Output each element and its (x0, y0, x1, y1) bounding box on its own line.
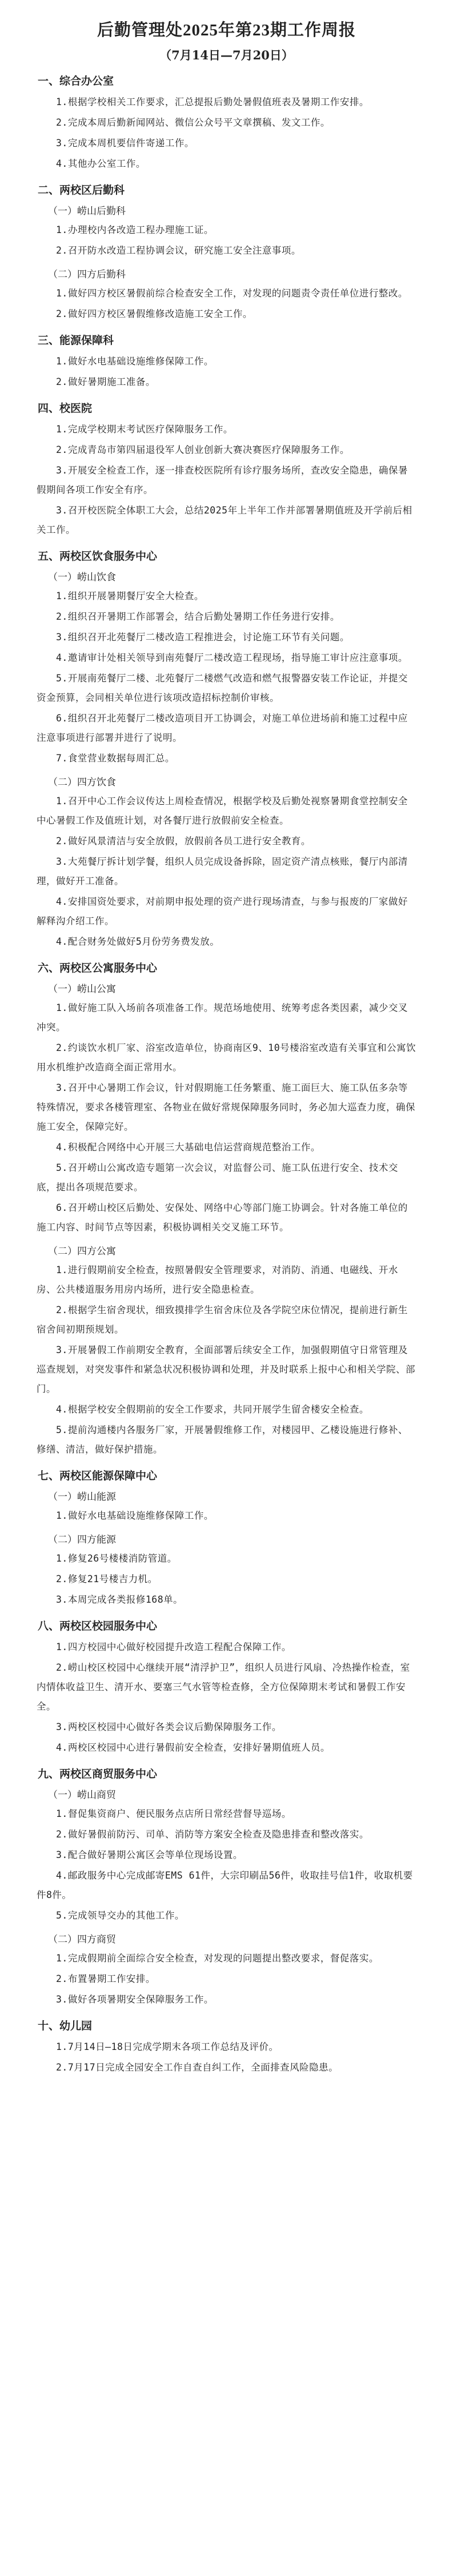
paragraph: 1.督促集资商户、便民服务点店所日常经营督导巡场。 (56, 1808, 291, 1819)
paragraph: 6.召开崂山校区后勤处、安保处、网络中心等部门施工协调会。针对各施工单位的施工内容、时间节点等因素，积极协调相关交叉施工环节。 (37, 1202, 408, 1233)
section-heading: 八、两校区校园服务中心 (38, 1620, 158, 1632)
paragraph: 4.两校区校园中心进行暑假前安全检查，安排好暑期值班人员。 (56, 1742, 330, 1753)
subsection-heading: （一）崂山商贸 (48, 1789, 116, 1801)
paragraph: 1.根据学校相关工作要求，汇总提报后勤处暑假值班表及暑期工作安排。 (56, 97, 369, 107)
paragraph: 1.修复26号楼楼消防管道。 (56, 1553, 177, 1564)
paragraph: 1.完成假期前全面综合安全检查，对发现的问题提出整改要求，督促落实。 (56, 1953, 379, 1964)
section-heading: 十、幼儿园 (38, 2020, 93, 2032)
paragraph: 2.做好四方校区暑假维修改造施工安全工作。 (56, 308, 252, 319)
paragraph: 4.安排国资处要求，对前期申报处理的资产进行现场清查，与参与报废的厂家做好解释沟介绍工作。 (37, 896, 408, 926)
paragraph: 1.四方校园中心做好校园提升改造工程配合保障工作。 (56, 1642, 291, 1652)
subsection-heading: （二）四方商贸 (48, 1934, 116, 1945)
paragraph: 5.开展南苑餐厅二楼、北苑餐厅二楼燃气改造和燃气报警器安装工作论证，并提交资金预算，会同相关单位进行该项改造招标控制价审核。 (37, 673, 408, 703)
paragraph: 2.根据学生宿舍现状，细致摸排学生宿舍床位及各学院空床位情况，提前进行新生宿舍间初期预规划。 (37, 1305, 408, 1335)
paragraph: 3.开展安全检查工作，逐一排查校医院所有诊疗服务场所，查改安全隐患，确保暑假期间各项工作安全有序。 (37, 465, 408, 495)
subsection-heading: （二）四方后勤科 (48, 269, 126, 280)
paragraph: 2.组织召开暑期工作部署会，结合后勤处暑期工作任务进行安排。 (56, 611, 340, 622)
paragraph: 2.约谈饮水机厂家、浴室改造单位，协商南区9、10号楼浴室改造有关事宜和公寓饮用水机维护改造商全面正常用水。 (37, 1042, 416, 1073)
section-heading: 三、能源保障科 (38, 334, 114, 347)
section-heading: 二、两校区后勤科 (38, 184, 125, 196)
paragraph: 2.7月17日完成全园安全工作自查自纠工作，全面排查风险隐患。 (56, 2062, 339, 2073)
paragraph: 1.做好水电基础设施维修保障工作。 (56, 1510, 214, 1521)
paragraph: 2.召开防水改造工程协调会议，研究施工安全注意事项。 (56, 245, 301, 256)
report-content (37, 73, 416, 2077)
paragraph: 6.组织召开北苑餐厅二楼改造项目开工协调会，对施工单位进场前和施工过程中应注意事项进行部署并进行了说明。 (37, 713, 408, 743)
section-heading: 四、校医院 (38, 402, 93, 415)
paragraph: 3.本周完成各类报修168单。 (56, 1594, 183, 1605)
paragraph: 4.邀请审计处相关领导到南苑餐厅二楼改造工程现场，指导施工审计应注意事项。 (56, 652, 408, 663)
paragraph: 3.大苑餐厅拆计划学餐，组织人员完成设备拆除，固定资产清点核账，餐厅内部清理，做好开工准备。 (37, 856, 408, 886)
section-heading: 六、两校区公寓服务中心 (38, 962, 158, 974)
paragraph: 3.两校区校园中心做好各类会议后勤保障服务工作。 (56, 1722, 282, 1732)
paragraph: 3.配合做好暑期公寓区会等单位现场设置。 (56, 1849, 243, 1860)
paragraph: 2.做好暑期施工准备。 (56, 376, 155, 387)
paragraph: 4.配合财务处做好5月份劳务费发放。 (56, 936, 220, 947)
paragraph: 5.提前沟通楼内各服务厂家，开展暑假维修工作，对楼园甲、乙楼设施进行修补、修缮、清洁，做好保护措施。 (37, 1425, 408, 1455)
subsection-heading: （一）崂山能源 (48, 1491, 116, 1503)
subsection-heading: （一）崂山公寓 (48, 984, 116, 995)
paragraph: 1.进行假期前安全检查，按照暑假安全管理要求，对消防、消通、电磁线、开水房、公共楼道服务用房内场所，进行安全隐患检查。 (37, 1265, 398, 1295)
paragraph: 1.完成学校期末考试医疗保障服务工作。 (56, 424, 233, 435)
subsection-heading: （二）四方饮食 (48, 777, 116, 788)
paragraph: 2.崂山校区校园中心继续开展“清浮护卫”，组织人员进行风扇、冷热操作检查，室内情体收益卫生、清开水、要塞三气水管等检查修，全方位保障期末考试和暑假工作安全。 (37, 1662, 410, 1712)
paragraph: 1.做好施工队入场前各项准备工作。规范场地使用、统筹考虑各类因素，减少交叉冲突。 (37, 1002, 408, 1033)
paragraph: 1.做好水电基础设施维修保障工作。 (56, 356, 214, 367)
section-heading: 九、两校区商贸服务中心 (38, 1768, 158, 1780)
paragraph: 2.完成本周后勤新闻网站、微信公众号平文章撰稿、发文工作。 (56, 117, 330, 128)
paragraph: 4.其他办公室工作。 (56, 158, 146, 169)
paragraph: 3.做好各项暑期安全保障服务工作。 (56, 1994, 214, 2005)
section-heading: 一、综合办公室 (38, 75, 114, 87)
paragraph: 2.完成青岛市第四届退役军人创业创新大赛决赛医疗保障服务工作。 (56, 444, 350, 455)
subsection-heading: （一）崂山饮食 (48, 572, 116, 583)
paragraph: 1.办理校内各改造工程办理施工证。 (56, 224, 214, 235)
paragraph: 3.组织召开北苑餐厅二楼改造工程推进会，讨论施工环节有关问题。 (56, 632, 350, 643)
subsection-heading: （一）崂山后勤科 (48, 206, 126, 217)
subsection-heading: （二）四方能源 (48, 1534, 116, 1546)
paragraph: 7.食堂营业数据每周汇总。 (56, 753, 175, 764)
subsection-heading: （二）四方公寓 (48, 1246, 116, 1257)
paragraph: 3.开展暑假工作前期安全教育，全面部署后续安全工作，加强假期值守日常管理及巡查规划，对突发事件和紧急状况积极协调和处理，并及时联系上报中心和相关学院、部门。 (37, 1345, 415, 1394)
paragraph: 5.召开崂山公寓改造专题第一次会议，对监督公司、施工队伍进行安全、技术交底，提出各项规范要求。 (37, 1162, 398, 1193)
paragraph: 1.召开中心工作会议传达上周检查情况，根据学校及后勤处视察暑期食堂控制安全中心暑假工作及值班计划，对各餐厅进行放假前安全检查。 (37, 796, 408, 826)
paragraph: 5.完成领导交办的其他工作。 (56, 1910, 185, 1921)
report-date-range: （7月14日—7月20日） (159, 48, 294, 62)
paragraph: 2.布置暑期工作安排。 (56, 1973, 155, 1984)
paragraph: 2.做好风景清洁与安全放假，放假前各员工进行安全教育。 (56, 836, 311, 846)
paragraph: 1.做好四方校区暑假前综合检查安全工作，对发现的问题责令责任单位进行整改。 (56, 288, 408, 299)
paragraph: 1.组织开展暑期餐厅安全大检查。 (56, 591, 204, 601)
paragraph: 2.修复21号楼吉力机。 (56, 1574, 158, 1584)
paragraph: 4.积极配合网络中心开展三大基础电信运营商规范整治工作。 (56, 1142, 320, 1153)
paragraph: 3.召开中心暑期工作会议，针对假期施工任务繁重、施工面巨大、施工队伍多杂等特殊情况，要求各楼管理室、各物业在做好常规保障服务同时，务必加大巡查力度，确保施工安全，保障完好。 (37, 1082, 415, 1132)
paragraph: 3.完成本周机要信件寄递工作。 (56, 138, 194, 149)
paragraph: 1.7月14日—18日完成学期末各项工作总结及评价。 (56, 2041, 279, 2052)
paragraph: 3.召开校医院全体职工大会，总结2025年上半年工作并部署暑期值班及开学前后相关工作。 (37, 505, 412, 535)
section-heading: 五、两校区饮食服务中心 (38, 550, 158, 563)
paragraph: 4.根据学校安全假期前的安全工作要求，共同开展学生留舍楼安全检查。 (56, 1404, 369, 1415)
report-title: 后勤管理处2025年第23期工作周报 (97, 21, 356, 39)
paragraph: 4.邮政服务中心完成邮寄EMS 61件，大宗印刷品56件，收取挂号信1件，收取机要件8件。 (37, 1870, 413, 1900)
paragraph: 2.做好暑假前防污、司单、消防等方案安全检查及隐患排查和整改落实。 (56, 1829, 369, 1840)
section-heading: 七、两校区能源保障中心 (38, 1470, 158, 1482)
